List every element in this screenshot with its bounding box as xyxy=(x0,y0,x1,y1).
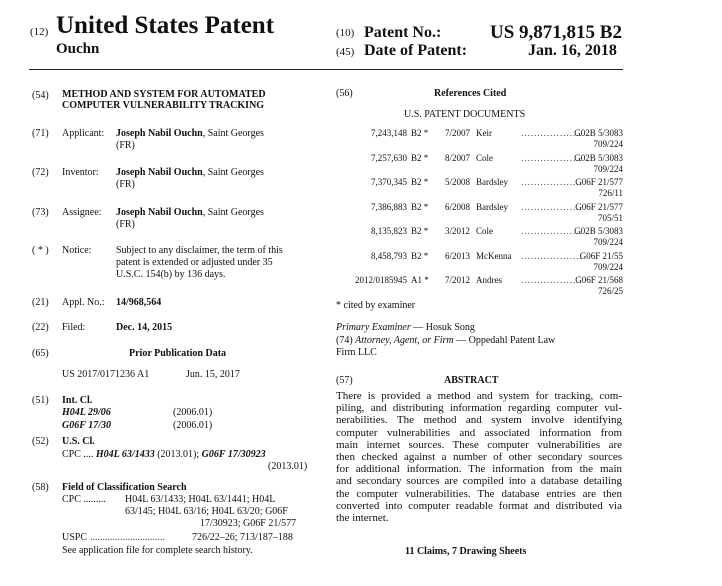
abstract-line: main internet sources. These computer vulnerabilities are xyxy=(336,438,622,451)
reference-class: G06F 21/568 xyxy=(575,275,623,285)
field-cpc-line3: 17/30923; G06F 21/577 xyxy=(200,518,297,529)
field-cpc-line2: 63/145; H04L 63/16; H04L 63/20; G06F xyxy=(125,506,288,517)
cited-by-examiner: * cited by examiner xyxy=(336,300,416,311)
uspc-dots: .............................. xyxy=(90,532,165,543)
cpc-label: CPC .... xyxy=(62,449,94,460)
abstract-line: piling, and distributing information regarding computer vul- xyxy=(336,402,622,415)
attorney-name: — Oppedahl Patent Law xyxy=(453,335,556,346)
invention-title-line1: METHOD AND SYSTEM FOR AUTOMATED xyxy=(62,89,266,100)
reference-subclass: 709/224 xyxy=(593,261,623,272)
reference-kind: B2 * xyxy=(411,128,429,138)
attorney xyxy=(336,335,555,347)
filed-code: (22) xyxy=(32,322,49,333)
reference-name: Cole xyxy=(476,152,493,163)
reference-row xyxy=(345,202,623,224)
appl-number: 14/968,564 xyxy=(116,297,162,308)
reference-leader-dots: ................... xyxy=(521,226,583,236)
reference-name: Cole xyxy=(476,226,493,236)
assignee-location: , Saint Georges xyxy=(202,207,264,218)
primary-examiner-label: Primary Examiner xyxy=(336,322,411,333)
primary-examiner-name: — Hosuk Song xyxy=(410,322,475,333)
uscl-label: U.S. Cl. xyxy=(62,436,95,447)
assignee-label: Assignee: xyxy=(62,207,102,218)
reference-leader-dots: ................... xyxy=(521,177,583,187)
refs-heading: References Cited xyxy=(434,88,507,99)
reference-kind: B2 * xyxy=(411,250,429,261)
reference-number: 7,370,345 xyxy=(371,177,407,187)
reference-name: Keir xyxy=(476,128,492,138)
reference-class: G06F 21/577 xyxy=(575,201,623,212)
cpc-year1: (2013.01); xyxy=(154,449,202,460)
reference-number: 7,386,883 xyxy=(371,201,407,212)
prior-code: (65) xyxy=(32,348,49,359)
abstract-line: for additional information. The information from the main xyxy=(336,463,622,476)
reference-subclass: 705/51 xyxy=(597,212,623,223)
inventor-code: (72) xyxy=(32,167,49,178)
reference-name: Andres xyxy=(476,275,502,285)
reference-date: 5/2008 xyxy=(445,177,471,187)
cpc-line xyxy=(62,449,266,461)
reference-leader-dots: ................... xyxy=(521,201,583,212)
field-heading: Field of Classification Search xyxy=(62,482,187,493)
applicant-name: Joseph Nabil Ouchn xyxy=(116,128,203,139)
applicant xyxy=(116,128,264,140)
reference-date: 7/2012 xyxy=(445,275,471,285)
field-cpc-label: CPC ......... xyxy=(62,494,106,505)
reference-class: G02B 5/3083 xyxy=(574,226,623,236)
cpc-year2: (2013.01) xyxy=(268,461,308,472)
reference-leader-dots: ................... xyxy=(521,250,583,261)
abstract-line: and secondary sources are compiled into a database detailing xyxy=(336,475,622,488)
abstract-line: computer vulnerabilities and associated information from xyxy=(336,426,622,439)
patent-number: US 9,871,815 B2 xyxy=(490,22,622,43)
inventor-name: Joseph Nabil Ouchn xyxy=(116,167,203,178)
us-documents-heading: U.S. PATENT DOCUMENTS xyxy=(404,109,526,120)
reference-subclass: 726/25 xyxy=(597,286,623,296)
reference-date: 7/2007 xyxy=(445,128,471,138)
inventor xyxy=(116,167,264,179)
reference-number: 7,257,630 xyxy=(371,152,407,163)
code-10: (10) xyxy=(336,27,355,39)
uscl-code: (52) xyxy=(32,436,49,447)
reference-subclass: 726/11 xyxy=(598,188,623,198)
reference-subclass: 709/224 xyxy=(593,237,623,247)
prior-publication: US 2017/0171236 A1 xyxy=(62,369,150,380)
reference-class: G06F 21/55 xyxy=(579,250,623,261)
assignee-country: (FR) xyxy=(116,219,135,230)
date-label: Date of Patent: xyxy=(364,42,468,59)
reference-row xyxy=(345,153,623,175)
field-code: (58) xyxy=(32,482,49,493)
appl-code: (21) xyxy=(32,297,49,308)
appl-label: Appl. No.: xyxy=(62,297,105,308)
reference-row xyxy=(345,275,623,297)
abstract-line: the internet. xyxy=(336,512,389,525)
reference-name: Bardsley xyxy=(476,177,508,187)
primary-examiner xyxy=(336,322,475,334)
reference-row xyxy=(345,177,623,199)
applicant-code: (71) xyxy=(32,128,49,139)
assignee-name: Joseph Nabil Ouchn xyxy=(116,207,203,218)
cpc-class2: G06F 17/30923 xyxy=(201,449,266,460)
cpc-class1: H04L 63/1433 xyxy=(95,449,155,460)
inventor-country: (FR) xyxy=(116,179,135,190)
abstract-code: (57) xyxy=(336,375,353,386)
reference-kind: A1 * xyxy=(411,275,429,285)
abstract-line: then checked against a number of other secondary sources xyxy=(336,451,622,464)
reference-class: G02B 5/3083 xyxy=(574,128,623,138)
abstract-line: There is provided a method and system for tracking, com- xyxy=(336,390,622,402)
reference-row xyxy=(345,128,623,150)
prior-date: Jun. 15, 2017 xyxy=(186,369,240,380)
reference-date: 6/2008 xyxy=(445,201,471,212)
filed-date: Dec. 14, 2015 xyxy=(116,322,173,333)
claims-summary: 11 Claims, 7 Drawing Sheets xyxy=(405,546,527,557)
reference-name: McKenna xyxy=(476,250,512,261)
inventor-location: , Saint Georges xyxy=(202,167,264,178)
assignee-code: (73) xyxy=(32,207,49,218)
reference-class: G06F 21/577 xyxy=(575,177,623,187)
inventor-label: Inventor: xyxy=(62,167,99,178)
document-title: United States Patent xyxy=(56,12,275,39)
reference-date: 8/2007 xyxy=(445,152,471,163)
reference-row xyxy=(345,226,623,248)
notice-label: Notice: xyxy=(62,245,92,256)
notice-line1: Subject to any disclaimer, the term of this xyxy=(116,245,283,256)
intcl-code: (51) xyxy=(32,395,49,406)
reference-subclass: 709/224 xyxy=(593,163,623,174)
attorney-label: Attorney, Agent, or Firm xyxy=(355,335,454,346)
reference-row xyxy=(345,251,623,273)
notice-code: ( * ) xyxy=(32,245,49,256)
uspc-label: USPC xyxy=(62,532,88,543)
invention-title-line2: COMPUTER VULNERABILITY TRACKING xyxy=(62,100,265,111)
title-code: (54) xyxy=(32,90,49,101)
applicant-label: Applicant: xyxy=(62,128,105,139)
inventor-surname: Ouchn xyxy=(56,41,100,57)
patent-date: Jan. 16, 2018 xyxy=(528,42,617,59)
applicant-location: , Saint Georges xyxy=(202,128,264,139)
notice-line2: patent is extended or adjusted under 35 xyxy=(116,257,273,268)
reference-kind: B2 * xyxy=(411,226,429,236)
refs-code: (56) xyxy=(336,88,353,99)
reference-kind: B2 * xyxy=(411,152,429,163)
intcl-label: Int. Cl. xyxy=(62,395,93,406)
attorney-firm: Firm LLC xyxy=(336,347,377,358)
reference-date: 3/2012 xyxy=(445,226,471,236)
intcl-class2: G06F 17/30 xyxy=(62,420,111,431)
reference-class: G02B 5/3083 xyxy=(574,152,623,163)
reference-leader-dots: ................... xyxy=(521,152,583,163)
prior-heading: Prior Publication Data xyxy=(129,348,227,359)
attorney-code: (74) xyxy=(336,335,353,346)
abstract-text xyxy=(336,390,622,524)
assignee xyxy=(116,207,264,219)
reference-number: 8,135,823 xyxy=(371,226,407,236)
abstract-line: the computer vulnerabilities. The database entries are then xyxy=(336,487,622,500)
applicant-country: (FR) xyxy=(116,140,135,151)
uspc-value: 726/22–26; 713/187–188 xyxy=(192,532,293,543)
filed-label: Filed: xyxy=(62,322,86,333)
code-12: (12) xyxy=(30,26,49,38)
code-45: (45) xyxy=(336,46,355,58)
intcl-class1: H04L 29/06 xyxy=(62,407,111,418)
field-cpc-line1: H04L 63/1433; H04L 63/1441; H04L xyxy=(125,494,276,505)
abstract-line: converted into computer readable format and distributed via xyxy=(336,499,622,512)
reference-number: 8,458,793 xyxy=(371,250,407,261)
reference-leader-dots: ................... xyxy=(521,128,583,138)
reference-leader-dots: ................... xyxy=(521,275,583,285)
reference-kind: B2 * xyxy=(411,177,429,187)
reference-name: Bardsley xyxy=(476,201,508,212)
notice-line3: U.S.C. 154(b) by 136 days. xyxy=(116,269,226,280)
reference-number: 7,243,148 xyxy=(371,128,407,138)
intcl-year1: (2006.01) xyxy=(173,407,213,418)
reference-kind: B2 * xyxy=(411,201,429,212)
abstract-heading: ABSTRACT xyxy=(444,375,499,386)
header-divider xyxy=(29,69,623,70)
abstract-line: nerabilities. The method and system involve identifying xyxy=(336,414,622,427)
see-application-note: See application file for complete search history. xyxy=(62,545,253,556)
intcl-year2: (2006.01) xyxy=(173,420,213,431)
patent-no-label: Patent No.: xyxy=(364,24,442,41)
reference-subclass: 709/224 xyxy=(593,139,623,149)
reference-date: 6/2013 xyxy=(445,250,471,261)
reference-number: 2012/0185945 xyxy=(354,275,407,285)
